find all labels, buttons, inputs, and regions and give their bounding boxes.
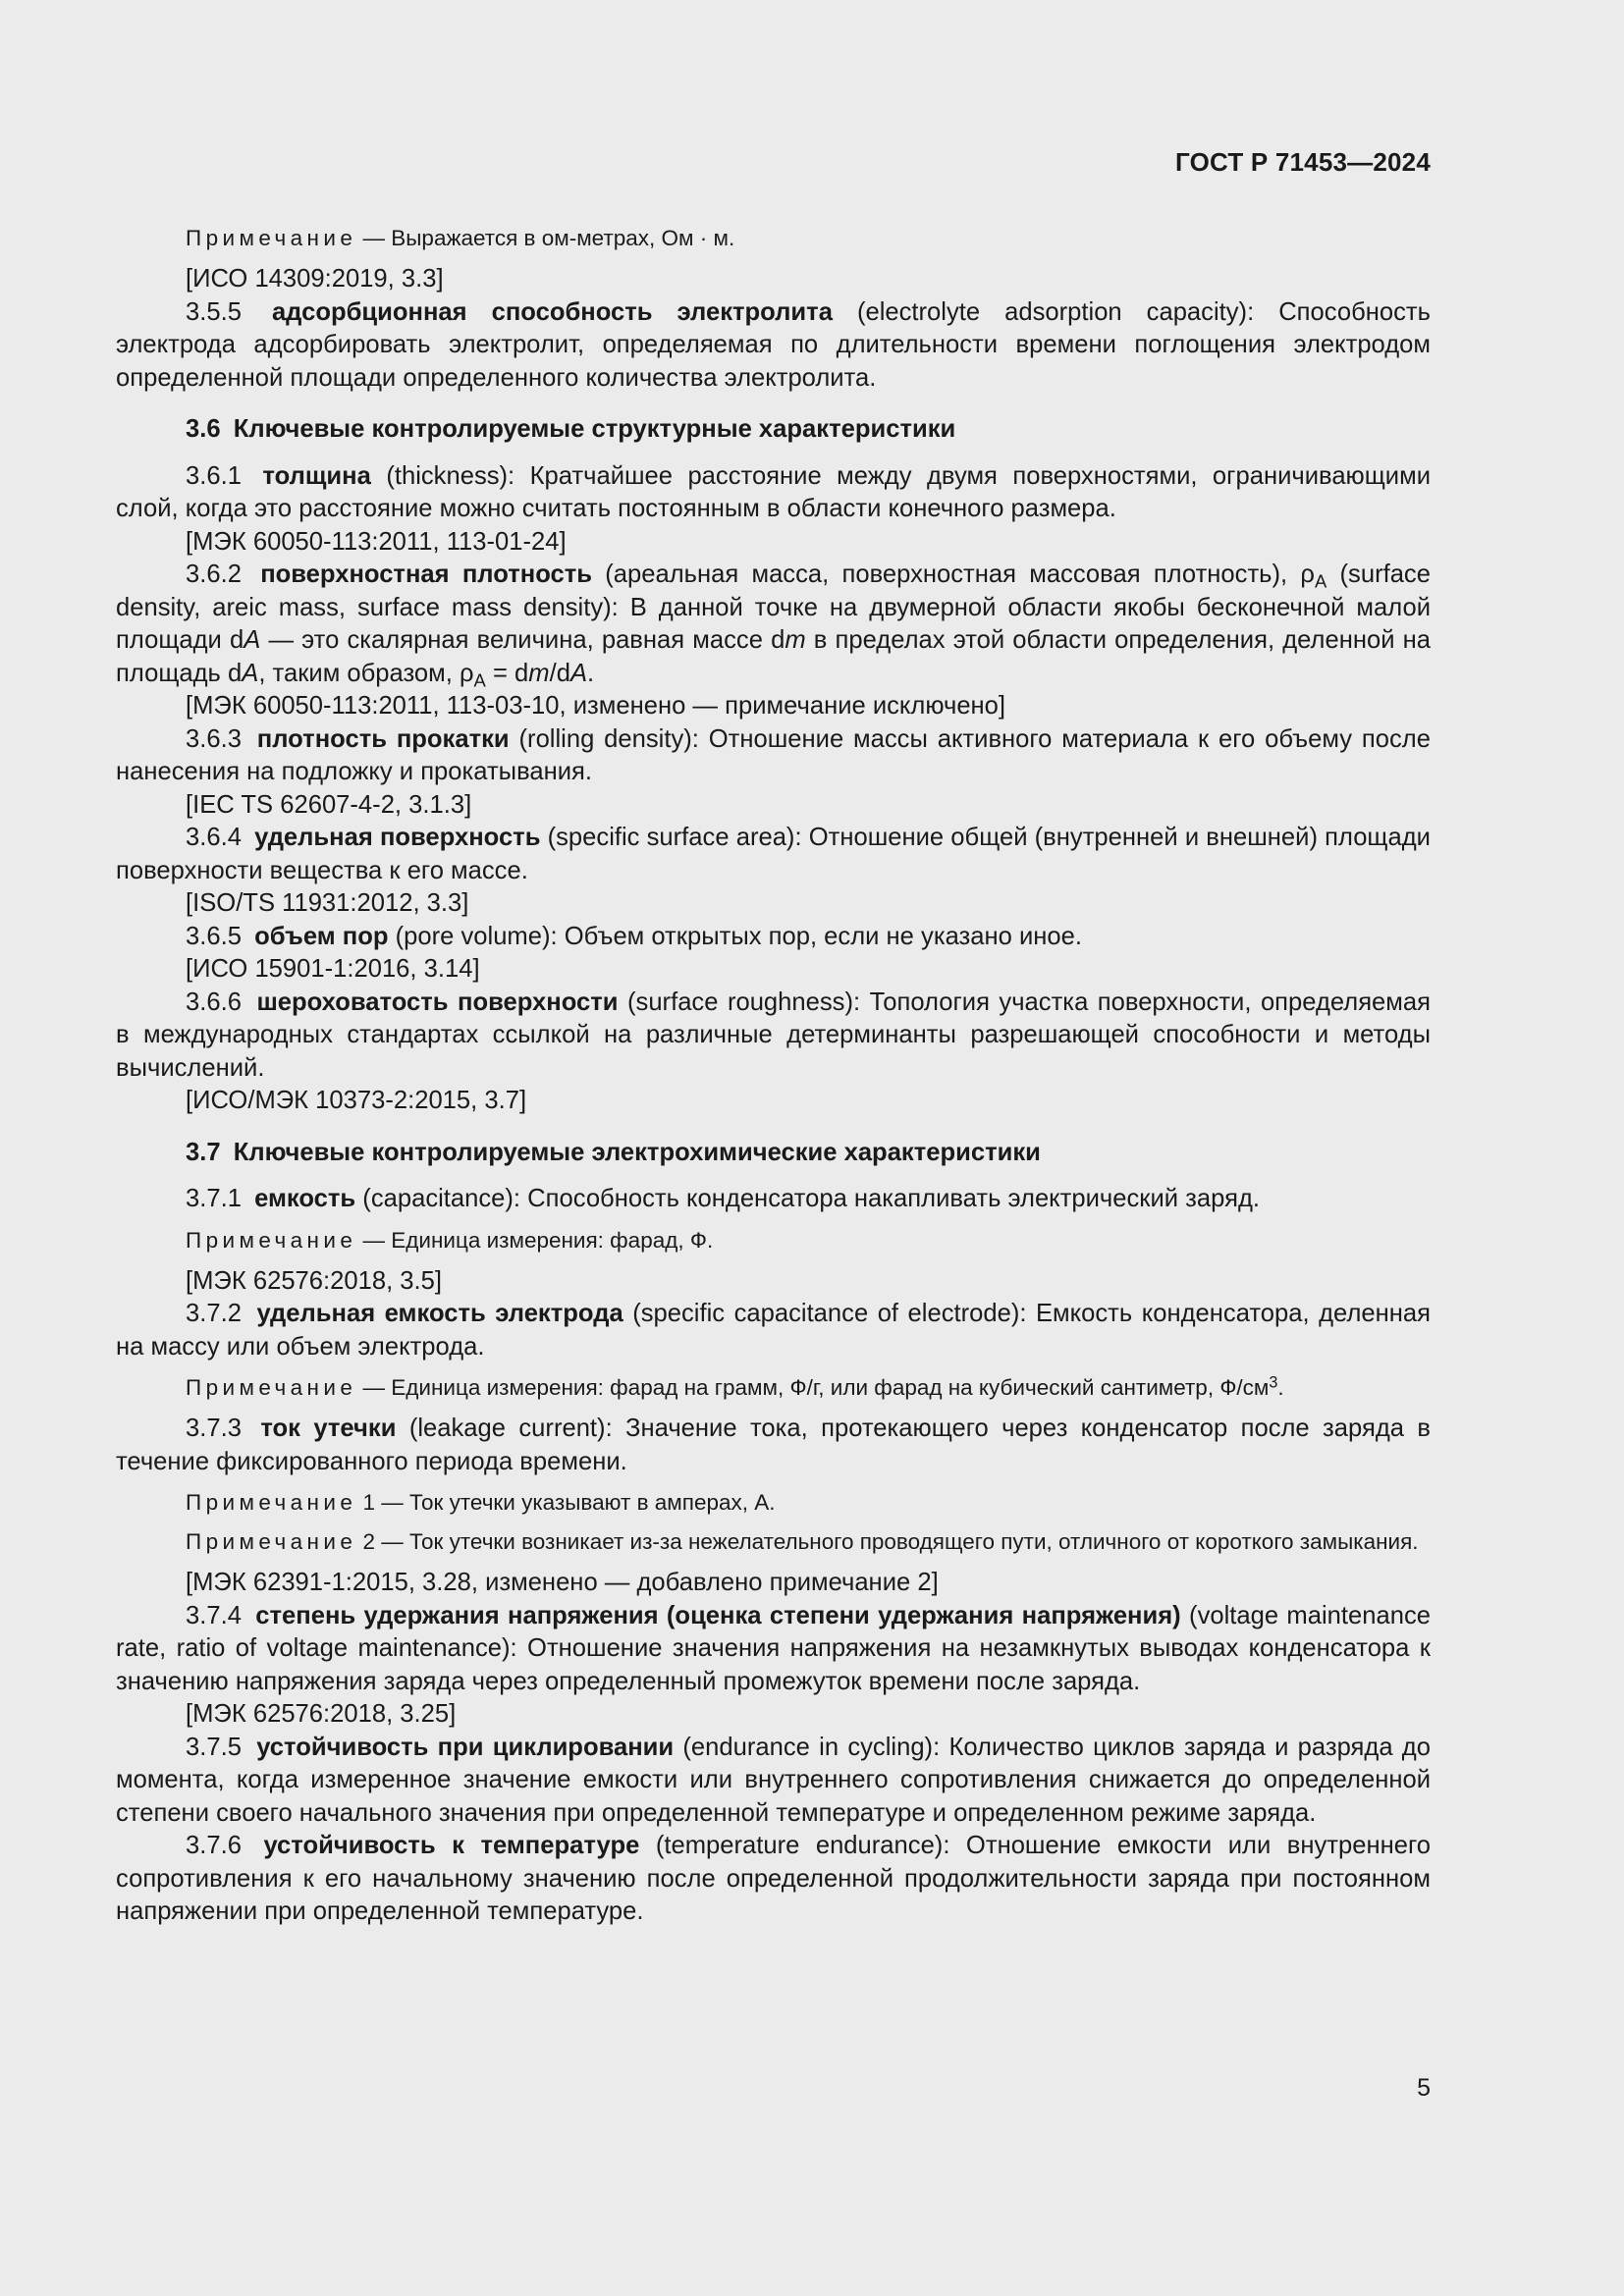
source-reference: [IEC TS 62607-4-2, 3.1.3] <box>186 790 472 819</box>
document-number-header: ГОСТ Р 71453—2024 <box>1175 147 1431 177</box>
term-3-6-2: 3.6.2 поверхностная плотность (ареальная масса, поверхностная массовая плотность), $\rho_A$ (surface density, areic mass, surface mass density): В данной точке на двумерной области якобы бесконечной малой площади dA — это скалярная величина, равная массе dm в пределах этой области определения, деленной на площадь dA, таким образом, $\rho_A = dm/dA$. <box>116 561 1431 691</box>
term-3-7-1: 3.7.1 емкость (capacitance): Способность конденсатора накапливать электрический заряд. <box>186 1185 1260 1212</box>
term-3-7-3: 3.7.3 ток утечки (leakage current): Значение тока, протекающего через конденсатор после заряда в течение фиксированного периода времени. <box>116 1415 1431 1475</box>
term-3-7-2: 3.7.2 удельная емкость электрода (specific capacitance of electrode): Емкость конденсатора, деленная на массу или объем электрода. <box>116 1300 1431 1361</box>
source-reference: [МЭК 60050-113:2011, 113-01-24] <box>186 527 567 556</box>
source-reference: [ИСО 15901-1:2016, 3.14] <box>186 955 480 983</box>
note-resistivity-unit: Примечание — Выражается в ом-метрах, Ом · м. <box>186 226 735 250</box>
section-3-6-heading: 3.6 Ключевые контролируемые структурные характеристики <box>186 415 956 443</box>
page-content <box>116 224 1431 1929</box>
section-3-7-heading: 3.7 Ключевые контролируемые электрохимические характеристики <box>186 1138 1041 1166</box>
note-specific-capacitance-unit: Примечание — Единица измерения: фарад на грамм, Ф/г, или фарад на кубический сантиметр, $Ф/см^3$. <box>186 1373 1284 1400</box>
source-reference: [МЭК 62576:2018, 3.25] <box>186 1700 457 1728</box>
note-leakage-1: Примечание 1 — Ток утечки указывают в амперах, А. <box>186 1490 776 1515</box>
source-reference: [ИСО/МЭК 10373-2:2015, 3.7] <box>186 1087 527 1114</box>
term-3-6-3: 3.6.3 плотность прокатки (rolling density): Отношение массы активного материала к его объему после нанесения на подложку и прокатывания. <box>116 724 1431 785</box>
term-3-6-6: 3.6.6 шероховатость поверхности (surface roughness): Топология участка поверхности, определяемая в международных стандартах ссылкой на различные детерминанты разрешающей способности и методы вычислений. <box>116 988 1431 1082</box>
term-3-7-5: 3.7.5 устойчивость при циклировании (endurance in cycling): Количество циклов заряда и разряда до момента, когда измеренное значение емкости или внутреннего сопротивления снижается до определенной степени своего начального значения при определенной температуре и определенном режиме заряда. <box>116 1733 1431 1827</box>
page-number: 5 <box>1417 2074 1431 2102</box>
term-3-6-4: 3.6.4 удельная поверхность (specific surface area): Отношение общей (внутренней и внешней) площади поверхности вещества к его массе. <box>116 824 1431 884</box>
term-3-6-1: 3.6.1 толщина (thickness): Кратчайшее расстояние между двумя поверхностями, ограничивающими слой, когда это расстояние можно считать постоянным в области конечного размера. <box>116 461 1431 522</box>
source-reference: [ISO/TS 11931:2012, 3.3] <box>186 889 469 917</box>
note-capacitance-unit: Примечание — Единица измерения: фарад, Ф. <box>186 1227 714 1253</box>
term-3-5-5: 3.5.5 адсорбционная способность электролита (electrolyte adsorption capacity): Способность электрода адсорбировать электролит, определяемая по длительности времени поглощения электродом определенной площади определенного количества электролита. <box>116 297 1431 392</box>
note-leakage-2: Примечание 2 — Ток утечки возникает из-за нежелательного проводящего пути, отличного от короткого замыкания. <box>186 1529 1419 1554</box>
source-reference: [МЭК 62391-1:2015, 3.28, изменено — добавлено примечание 2] <box>186 1569 939 1596</box>
source-reference: [ИСО 14309:2019, 3.3] <box>186 265 444 293</box>
source-reference: [МЭК 62576:2018, 3.5] <box>186 1266 442 1295</box>
term-3-7-4: 3.7.4 степень удержания напряжения (оценка степени удержания напряжения) (voltage maintenance rate, ratio of voltage maintenance): Отношение значения напряжения на незамкнутых выводах конденсатора к значению напряжения заряда через определенный промежуток времени после заряда. <box>116 1601 1431 1695</box>
term-3-7-6: 3.7.6 устойчивость к температуре (temperature endurance): Отношение емкости или внутреннего сопротивления к его начальному значению после определенной продолжительности заряда при постоянном напряжении при определенной температуре. <box>116 1832 1431 1925</box>
term-3-6-5: 3.6.5 объем пор (pore volume): Объем открытых пор, если не указано иное. <box>186 922 1082 950</box>
source-reference: [МЭК 60050-113:2011, 113-03-10, изменено — примечание исключено] <box>186 692 1006 720</box>
